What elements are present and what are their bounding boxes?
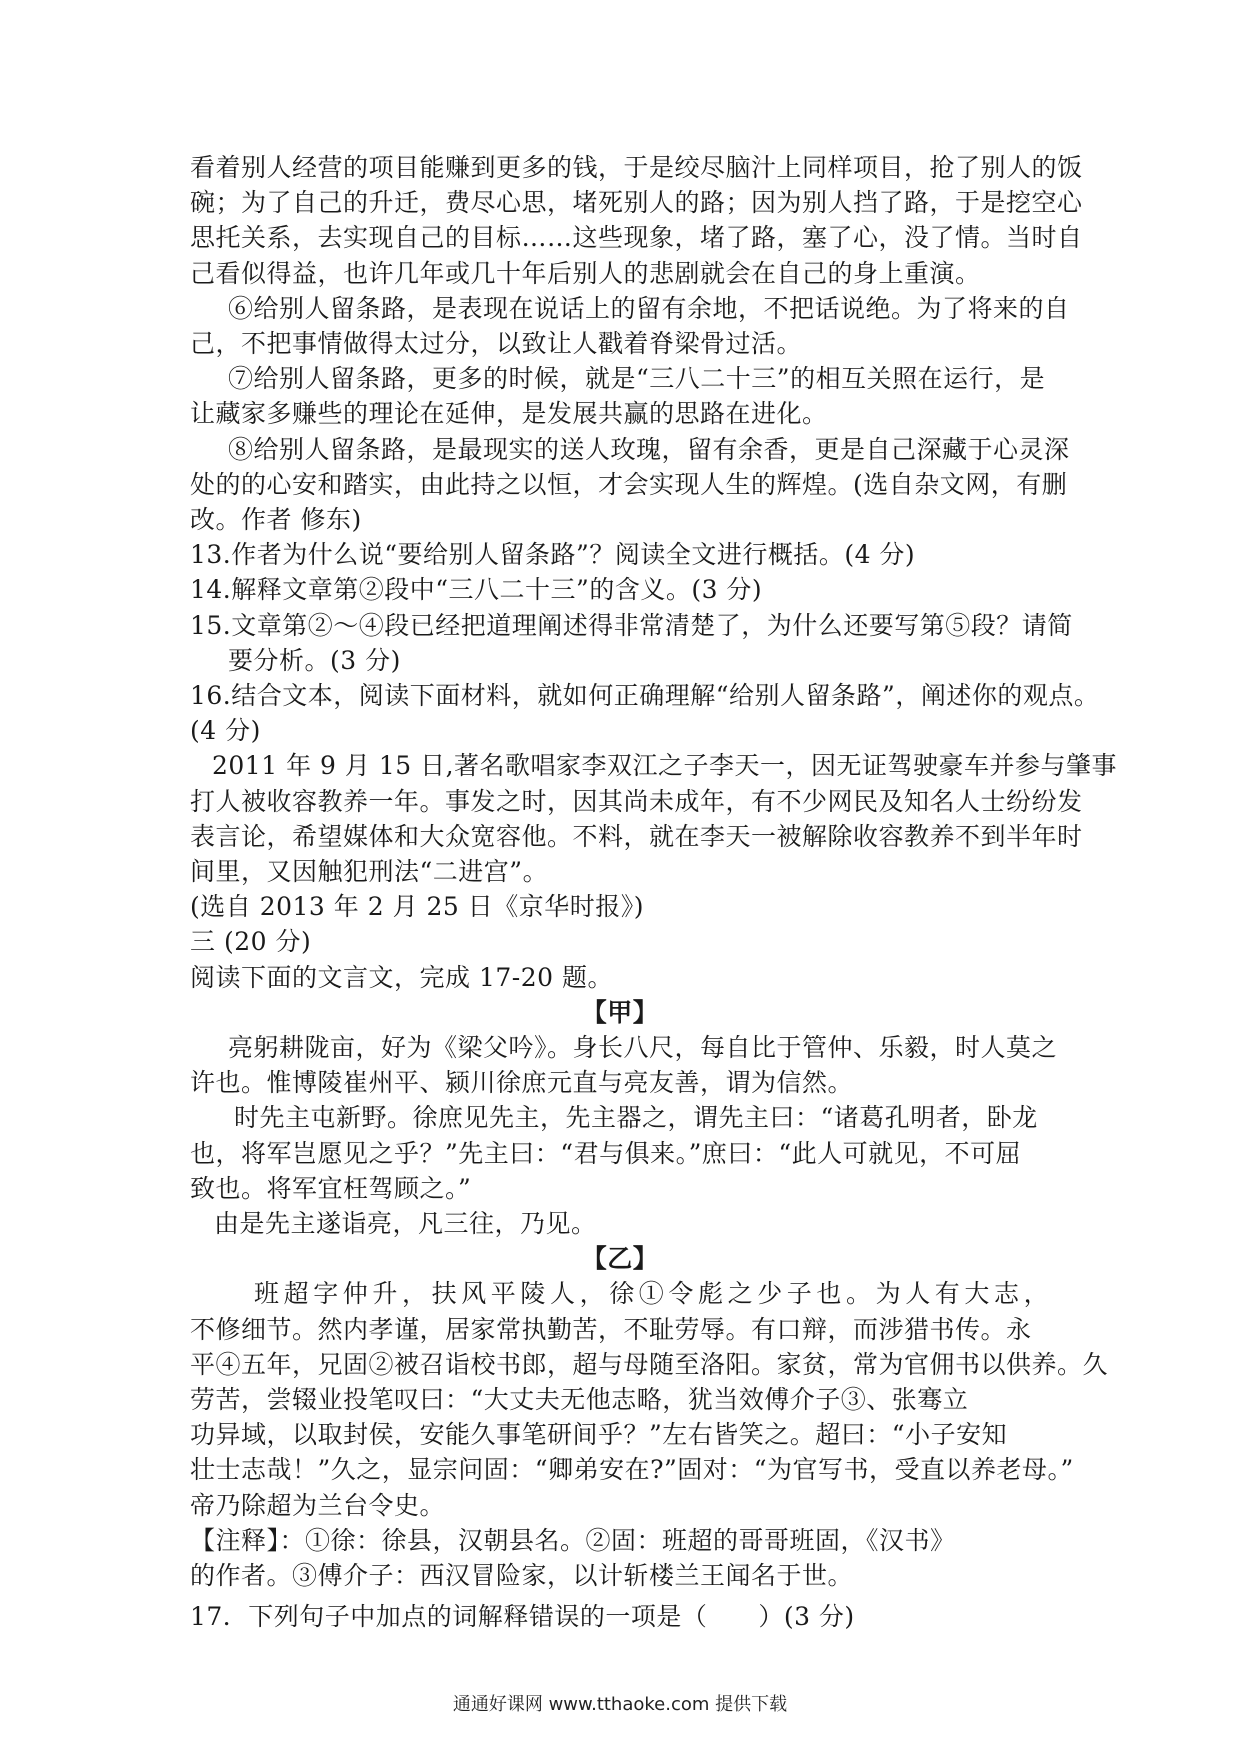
section-3-instruction: 阅读下面的文言文，完成 17-20 题。 bbox=[190, 962, 613, 992]
question-16: 16.结合文本，阅读下面材料，就如何正确理解“给别人留条路”，阐述你的观点。 bbox=[190, 681, 1100, 710]
passage-line: 看着别人经营的项目能赚到更多的钱，于是绞尽脑汁上同样项目，抢了别人的饭 bbox=[190, 153, 1083, 182]
question-15: 15.文章第②～④段已经把道理阐述得非常清楚了，为什么还要写第⑤段？请简 bbox=[190, 610, 1073, 640]
yi-line: 不修细节。然内孝谨，居家常执勤苦，不耻劳辱。有口辩，而涉猎书传。永 bbox=[190, 1314, 1032, 1344]
paragraph-7-line: 让藏家多赚些的理论在延伸，是发展共赢的思路在进化。 bbox=[190, 399, 828, 429]
yi-line: 壮士志哉！”久之，显宗问固：“卿弟安在?”固对：“为官写书，受直以养老母。” bbox=[190, 1455, 1074, 1485]
material-line: 打人被收容教养一年。事发之时，因其尚未成年，有不少网民及知名人士纷纷发 bbox=[190, 786, 1083, 816]
passage-line: 碗；为了自己的升迁，费尽心思，堵死别人的路；因为别人挡了路，于是挖空心 bbox=[190, 188, 1083, 218]
yi-line: 劳苦，尝辍业投笔叹曰：“大丈夫无他志略，犹当效傅介子③、张骞立 bbox=[190, 1385, 969, 1414]
question-16-cont: (4 分) bbox=[190, 716, 261, 746]
yi-heading: 【乙】 bbox=[581, 1244, 659, 1274]
question-17: 17．下列句子中加点的词解释错误的一项是（ ）(3 分) bbox=[190, 1602, 855, 1632]
yi-notes: 【注释】：①徐：徐县，汉朝县名。②固：班超的哥哥班固，《汉书》 bbox=[190, 1525, 956, 1555]
yi-line: 功异域，以取封侯，安能久事笔研间乎？”左右皆笑之。超曰：“小子安知 bbox=[190, 1420, 1008, 1450]
jia-heading: 【甲】 bbox=[581, 997, 659, 1027]
paragraph-8-line: ⑧给别人留条路，是最现实的送人玫瑰，留有余香，更是自己深藏于心灵深 bbox=[228, 434, 1070, 464]
paragraph-6-line: 己，不把事情做得太过分，以致让人戳着脊梁骨过活。 bbox=[190, 329, 803, 358]
jia-line: 由是先主遂诣亮，凡三往，乃见。 bbox=[214, 1209, 597, 1238]
jia-line: 许也。惟博陵崔州平、颍川徐庶元直与亮友善，谓为信然。 bbox=[190, 1068, 854, 1098]
yi-notes-cont: 的作者。③傅介子：西汉冒险家，以计斩楼兰王闻名于世。 bbox=[190, 1561, 854, 1590]
material-line: 表言论，希望媒体和大众宽容他。不料，就在李天一被解除收容教养不到半年时 bbox=[190, 821, 1083, 851]
paragraph-8-line: 改。作者 修东) bbox=[190, 505, 362, 534]
passage-line: 己看似得益，也许几年或几十年后别人的悲剧就会在自己的身上重演。 bbox=[190, 258, 981, 288]
page-footer: 通通好课网 www.tthaoke.com 提供下载 bbox=[452, 1694, 788, 1715]
paragraph-7-line: ⑦给别人留条路，更多的时候，就是“三八二十三”的相互关照在运行，是 bbox=[228, 364, 1046, 394]
material-line: 2011 年 9 月 15 日,著名歌唱家李双江之子李天一，因无证驾驶豪车并参与肇事 bbox=[212, 751, 1118, 781]
paragraph-8-line: 处的的心安和踏实，由此持之以恒，才会实现人生的辉煌。(选自杂文网，有删 bbox=[190, 469, 1068, 499]
material-source: (选自 2013 年 2 月 25 日《京华时报》) bbox=[190, 892, 645, 922]
yi-line: 班超字仲升，扶风平陵人，徐①令彪之少子也。为人有大志， bbox=[254, 1279, 1054, 1309]
question-15-cont: 要分析。(3 分) bbox=[228, 645, 401, 675]
section-3-title: 三 (20 分) bbox=[190, 927, 312, 957]
question-13: 13.作者为什么说“要给别人留条路”？阅读全文进行概括。(4 分) bbox=[190, 540, 916, 570]
jia-line: 亮躬耕陇亩，好为《梁父吟》。身长八尺，每自比于管仲、乐毅，时人莫之 bbox=[228, 1033, 1058, 1062]
paragraph-6-line: ⑥给别人留条路，是表现在说话上的留有余地，不把话说绝。为了将来的自 bbox=[228, 293, 1070, 323]
jia-line: 致也。将军宜枉驾顾之。” bbox=[190, 1173, 472, 1203]
jia-line: 时先主屯新野。徐庶见先主，先主器之，谓先主曰：“诸葛孔明者，卧龙 bbox=[234, 1103, 1038, 1133]
yi-line: 帝乃除超为兰台令史。 bbox=[190, 1490, 446, 1520]
question-14: 14.解释文章第②段中“三八二十三”的含义。(3 分) bbox=[190, 575, 763, 605]
passage-line: 思托关系，去实现自己的目标……这些现象，堵了路，塞了心，没了情。当时自 bbox=[190, 223, 1083, 253]
jia-line: 也，将军岂愿见之乎？”先主曰：“君与俱来。”庶曰：“此人可就见，不可屈 bbox=[190, 1138, 1022, 1168]
yi-line: 平④五年，兄固②被召诣校书郎，超与母随至洛阳。家贫，常为官佣书以供养。久 bbox=[190, 1349, 1109, 1379]
material-line: 间里，又因触犯刑法“二进宫”。 bbox=[190, 857, 549, 886]
